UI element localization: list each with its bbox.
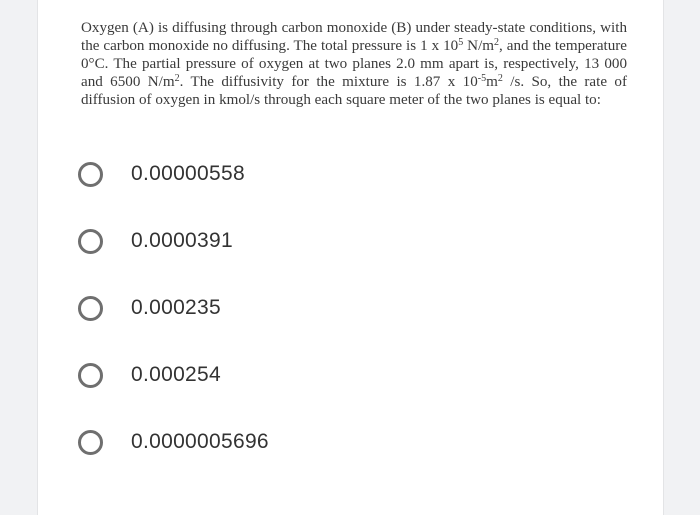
radio-button-icon[interactable] [78, 229, 103, 254]
question-text-part: m [486, 73, 498, 90]
answer-option[interactable] [78, 355, 638, 395]
exponent: 5 [458, 36, 464, 48]
answer-option-label: 0.0000005696 [131, 430, 269, 453]
answer-option[interactable] [78, 221, 638, 261]
answer-option-label: 0.00000558 [131, 162, 245, 185]
answer-option[interactable] [78, 288, 638, 328]
answer-option[interactable] [78, 154, 638, 194]
exponent: 2 [494, 36, 500, 48]
question-text-part: . The diffusivity for the mixture is 1.87 x 10 [179, 73, 478, 90]
question-text-part: /s. So, the rate of diffusion of oxygen in kmol/s through each square meter of the two planes is equal to: [81, 73, 627, 108]
answer-option[interactable] [78, 422, 638, 462]
question-text-part: N/m [463, 37, 495, 54]
question-text-part: Oxygen (A) is diffusing through carbon monoxide (B) under steady-state conditions, with the carbon monoxide no diffusing. The total pressure is 1 x 10 [81, 20, 627, 54]
answer-option-label: 0.000254 [131, 363, 221, 386]
radio-button-icon[interactable] [78, 363, 103, 388]
answer-option-label: 0.000235 [131, 296, 221, 319]
exponent: 2 [497, 72, 503, 84]
answer-option-label: 0.0000391 [131, 229, 233, 252]
question-text [81, 20, 627, 110]
exponent: 2 [174, 72, 180, 84]
question-text-part: , and the temperature 0°C. The partial pressure of oxygen at two planes 2.0 mm apart is, respectively, 13 000 and 6500 N/m [81, 37, 628, 90]
question-card [37, 0, 664, 515]
radio-button-icon[interactable] [78, 296, 103, 321]
radio-button-icon[interactable] [78, 162, 103, 187]
radio-button-icon[interactable] [78, 430, 103, 455]
exponent: -5 [477, 72, 487, 84]
